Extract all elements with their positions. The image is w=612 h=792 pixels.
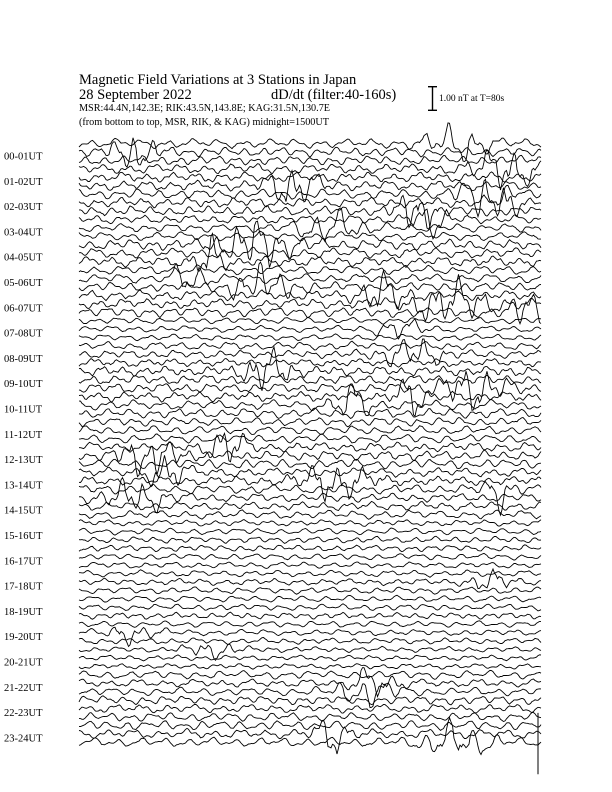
- trace-kag-12-13ut: [79, 433, 541, 461]
- trace-kag-17-18ut: [79, 570, 541, 578]
- trace-msr-20-21ut: [79, 664, 541, 670]
- hour-label-10-11ut: 10-11UT: [4, 404, 43, 416]
- trace-kag-05-06ut: [79, 265, 541, 275]
- chart-title: Magnetic Field Variations at 3 Stations in Japan: [79, 72, 357, 88]
- trace-msr-09-10ut: [79, 371, 541, 410]
- trace-rik-15-16ut: [79, 528, 541, 535]
- hour-label-00-01ut: 00-01UT: [4, 151, 43, 163]
- trace-msr-15-16ut: [79, 536, 541, 543]
- trace-rik-22-23ut: [79, 705, 541, 714]
- trace-kag-09-10ut: [79, 347, 541, 391]
- trace-msr-16-17ut: [79, 562, 541, 568]
- hour-label-05-06ut: 05-06UT: [4, 278, 43, 289]
- trace-kag-21-22ut: [79, 670, 541, 679]
- hour-label-19-20ut: 19-20UT: [4, 632, 43, 644]
- trace-kag-19-20ut: [79, 621, 541, 628]
- station-coordinates: MSR:44.4N,142.3E; RIK:43.5N,143.8E; KAG:31.5N,130.7E: [79, 103, 331, 114]
- station-order-note: (from bottom to top, MSR, RIK, & KAG) midnight=1500UT: [79, 117, 329, 128]
- trace-kag-02-03ut: [79, 179, 541, 216]
- hour-label-20-21ut: 20-21UT: [4, 657, 43, 669]
- trace-msr-03-04ut: [79, 231, 541, 241]
- trace-msr-12-13ut: [79, 459, 541, 469]
- trace-msr-08-09ut: [79, 359, 541, 368]
- hour-label-07-08ut: 07-08UT: [4, 328, 43, 340]
- trace-msr-17-18ut: [79, 587, 541, 594]
- trace-rik-16-17ut: [79, 553, 541, 560]
- trace-msr-18-19ut: [79, 612, 541, 619]
- hour-label-15-16ut: 15-16UT: [4, 531, 43, 542]
- hour-label-17-18ut: 17-18UT: [4, 581, 43, 593]
- trace-kag-16-17ut: [79, 545, 541, 552]
- trace-kag-23-24ut: [79, 721, 541, 731]
- hour-label-21-22ut: 21-22UT: [4, 682, 43, 694]
- scale-label: 1.00 nT at T=80s: [439, 94, 505, 104]
- trace-kag-15-16ut: [79, 520, 541, 527]
- trace-rik-06-07ut: [79, 274, 541, 321]
- chart-measure: dD/dt (filter:40-160s): [271, 87, 397, 103]
- trace-msr-22-23ut: [79, 713, 541, 722]
- hour-label-22-23ut: 22-23UT: [4, 708, 43, 720]
- hour-label-12-13ut: 12-13UT: [4, 455, 43, 467]
- trace-rik-20-21ut: [79, 655, 541, 661]
- trace-rik-09-10ut: [79, 375, 541, 383]
- hour-label-18-19ut: 18-19UT: [4, 606, 43, 618]
- hour-label-06-07ut: 06-07UT: [4, 303, 43, 315]
- trace-kag-18-19ut: [79, 595, 541, 602]
- hour-label-09-10ut: 09-10UT: [4, 379, 43, 391]
- hour-label-11-12ut: 11-12UT: [4, 429, 43, 441]
- hour-label-23-24ut: 23-24UT: [4, 733, 43, 745]
- trace-rik-11-12ut: [79, 426, 541, 435]
- trace-msr-04-05ut: [79, 234, 541, 272]
- trace-rik-13-14ut: [79, 466, 541, 502]
- trace-rik-18-19ut: [79, 604, 541, 611]
- hour-label-03-04ut: 03-04UT: [4, 227, 43, 239]
- trace-msr-19-20ut: [79, 638, 541, 645]
- trace-msr-02-03ut: [79, 195, 541, 229]
- trace-msr-07-08ut: [79, 334, 541, 341]
- trace-msr-21-22ut: [79, 683, 541, 708]
- hour-label-02-03ut: 02-03UT: [4, 202, 43, 214]
- hour-label-14-15ut: 14-15UT: [4, 505, 43, 517]
- trace-rik-14-15ut: [79, 501, 541, 510]
- trace-msr-14-15ut: [79, 510, 541, 519]
- trace-msr-06-07ut: [79, 295, 541, 324]
- trace-rik-23-24ut: [79, 720, 541, 754]
- chart-date: 28 September 2022: [79, 87, 192, 103]
- hour-label-04-05ut: 04-05UT: [4, 252, 43, 264]
- trace-kag-22-23ut: [79, 696, 541, 705]
- hour-label-01-02ut: 01-02UT: [4, 176, 43, 188]
- trace-kag-11-12ut: [79, 418, 541, 427]
- hour-label-13-14ut: 13-14UT: [4, 480, 43, 492]
- trace-rik-19-20ut: [79, 627, 541, 646]
- trace-kag-08-09ut: [79, 341, 541, 350]
- hour-label-16-17ut: 16-17UT: [4, 556, 43, 568]
- trace-msr-11-12ut: [79, 434, 541, 443]
- hour-label-08-09ut: 08-09UT: [4, 353, 43, 365]
